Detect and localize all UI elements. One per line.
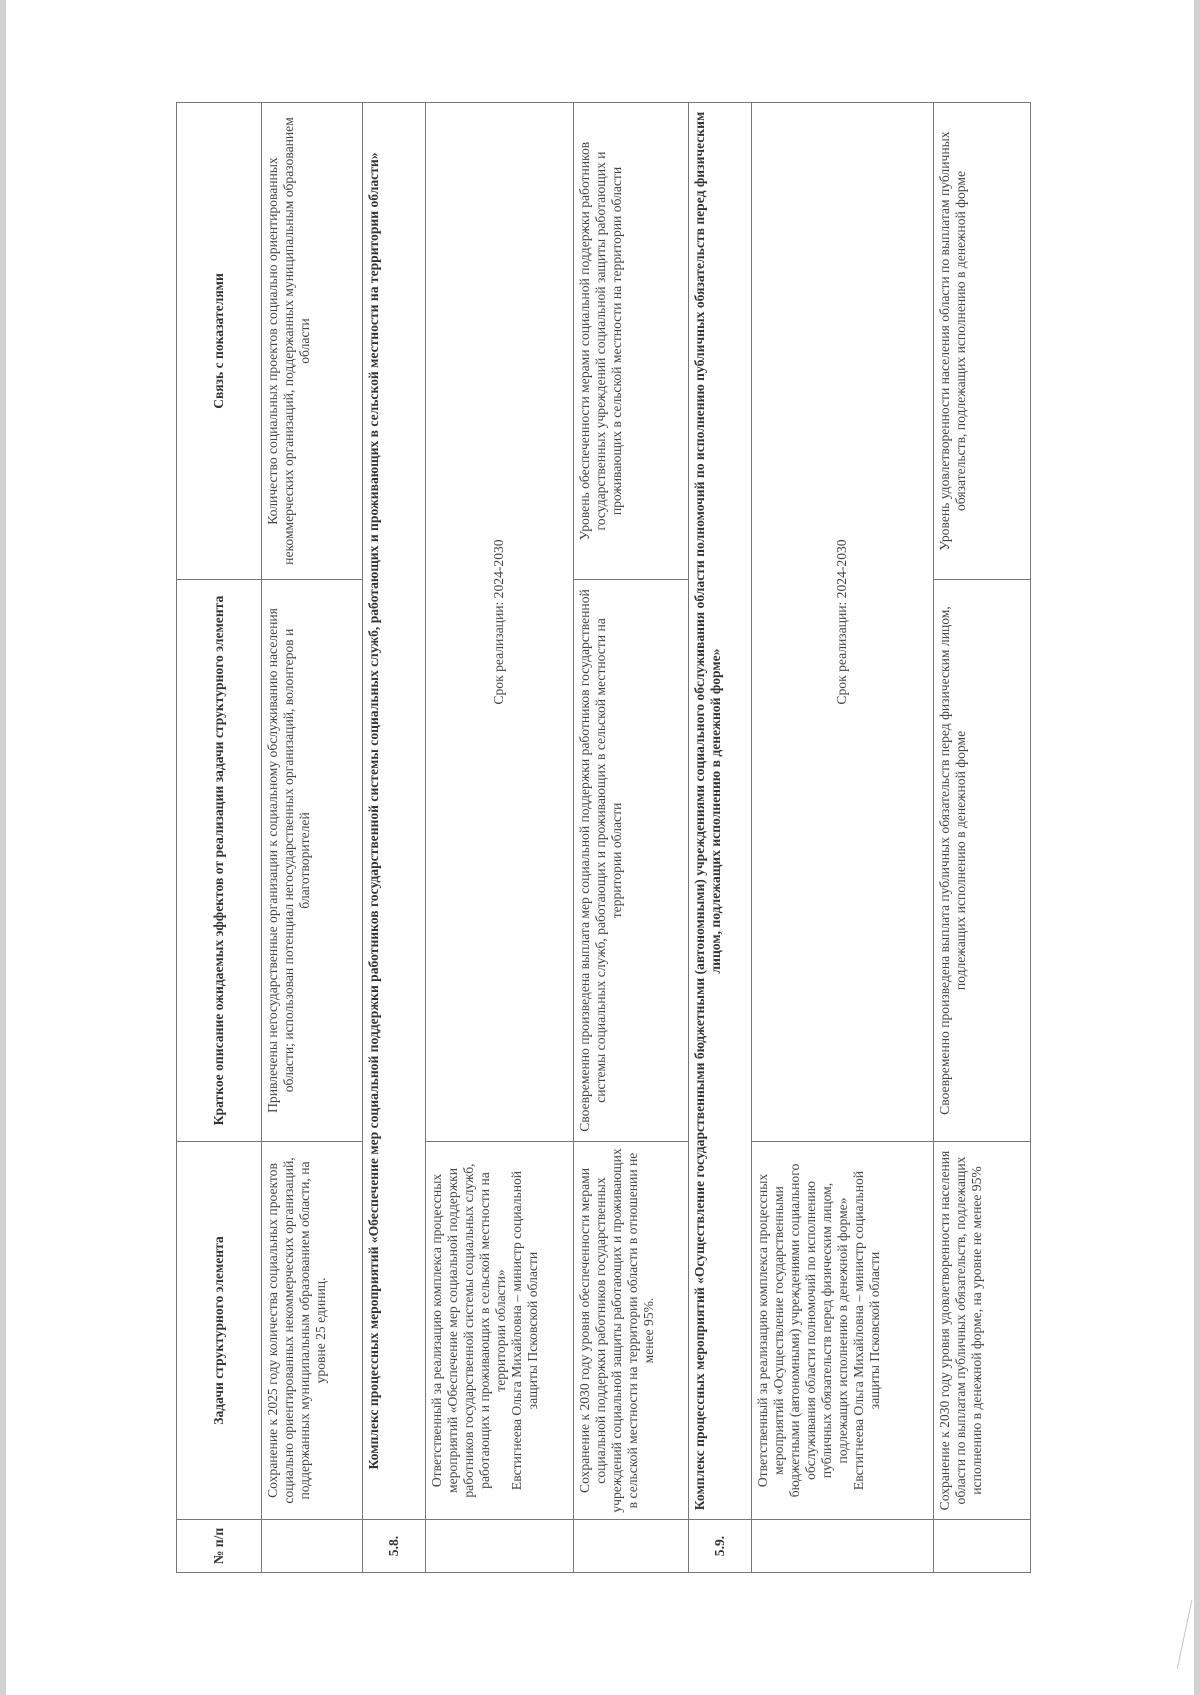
table-row	[574, 103, 689, 1573]
header-num: № п/п	[177, 1520, 262, 1573]
section-number: 5.8.	[362, 1520, 425, 1573]
effect-cell: Привлечены негосударственные организации к социальному обслуживанию населения области; использован потенциал негосударственных организаций, волонтеров и благотворителей	[261, 580, 362, 1142]
table-header-row	[177, 103, 262, 1573]
section-title: Комплекс процессных мероприятий «Осуществление государственными бюджетными (автономными) учреждениями социального обслуживания области полномочий по исполнению публичных обязательств перед физическим лицом, подлежащих исполнению в денежной форме»	[689, 103, 752, 1520]
term-cell: Срок реализации: 2024-2030	[752, 103, 934, 1142]
header-tasks: Задачи структурного элемента	[177, 1142, 262, 1520]
document-page	[6, 0, 1194, 1695]
responsible-text: Ответственный за реализацию комплекса процессных мероприятий «Осуществление государственными бюджетными (автономными) учреждениями социального обслуживания области полномочий по исполнению публичных обязательств перед физическим лицом, подлежащих исполнению в денежной форме»	[755, 1163, 851, 1498]
effect-cell: Своевременно произведена выплата мер социальной поддержки работников государственной системы социальных служб, работающих и проживающих в сельской местности на территории области	[574, 580, 689, 1142]
responsible-cell	[425, 1142, 574, 1520]
row-num-cell	[425, 1520, 574, 1573]
header-effects: Краткое описание ожидаемых эффектов от реализации задачи структурного элемента	[177, 580, 262, 1142]
header-link: Связь с показателями	[177, 103, 262, 580]
row-num-cell	[933, 1520, 1030, 1573]
table-container	[176, 103, 1031, 1573]
indicator-cell: Уровень удовлетворенности населения области по выплатам публичных обязательств, подлежащих исполнению в денежной форме	[933, 103, 1030, 580]
indicator-cell: Количество социальных проектов социально ориентированных некоммерческих организаций, поддержанных муниципальным образованием области	[261, 103, 362, 580]
responsible-person: Евстигнеева Ольга Михайловна – министр социальной защиты Псковской области	[508, 1170, 540, 1491]
section-number: 5.9.	[689, 1520, 752, 1573]
task-cell: Сохранение к 2030 году уровня обеспеченности мерами социальной поддержки работников государственных учреждений социальной защиты работающих и проживающих в сельской местности на территории области в отношении не менее 95%.	[574, 1142, 689, 1520]
responsible-text: Ответственный за реализацию комплекса процессных мероприятий «Обеспечение мер социальной поддержки работников государственной системы социальных служб, работающих и проживающих в сельской местности на территории области»	[428, 1163, 508, 1498]
indicator-cell: Уровень обеспеченности мерами социальной поддержки работников государственных учреждений социальной защиты работающих и проживающих в сельской местности на территории области	[574, 103, 689, 580]
table-row	[261, 103, 362, 1573]
task-cell: Сохранение к 2030 году уровня удовлетворенности населения области по выплатам публичных обязательств, подлежащих исполнению в денежной форме, на уровне не менее 95%	[933, 1142, 1030, 1520]
responsible-cell	[752, 1142, 934, 1520]
table-row	[933, 103, 1030, 1573]
rotated-table-wrapper	[176, 103, 1031, 1573]
structural-elements-table	[176, 102, 1031, 1573]
responsible-row	[425, 103, 574, 1573]
row-num-cell	[574, 1520, 689, 1573]
scan-artifact	[1177, 1600, 1194, 1670]
section-row	[689, 103, 752, 1573]
task-cell: Сохранение к 2025 году количества социальных проектов социально ориентированных некоммерческих организаций, поддержанных муниципальным образованием области, на уровне 25 единиц.	[261, 1142, 362, 1520]
effect-cell: Своевременно произведена выплата публичных обязательств перед физическим лицом, подлежащих исполнению в денежной форме	[933, 580, 1030, 1142]
section-row	[362, 103, 425, 1573]
term-cell: Срок реализации: 2024-2030	[425, 103, 574, 1142]
row-num-cell	[752, 1520, 934, 1573]
section-title: Комплекс процессных мероприятий «Обеспечение мер социальной поддержки работников государственной системы социальных служб, работающих и проживающих в сельской местности на территории области»	[362, 103, 425, 1520]
responsible-person: Евстигнеева Ольга Михайловна – министр социальной защиты Псковской области	[851, 1170, 883, 1491]
responsible-row	[752, 103, 934, 1573]
row-num-cell	[261, 1520, 362, 1573]
